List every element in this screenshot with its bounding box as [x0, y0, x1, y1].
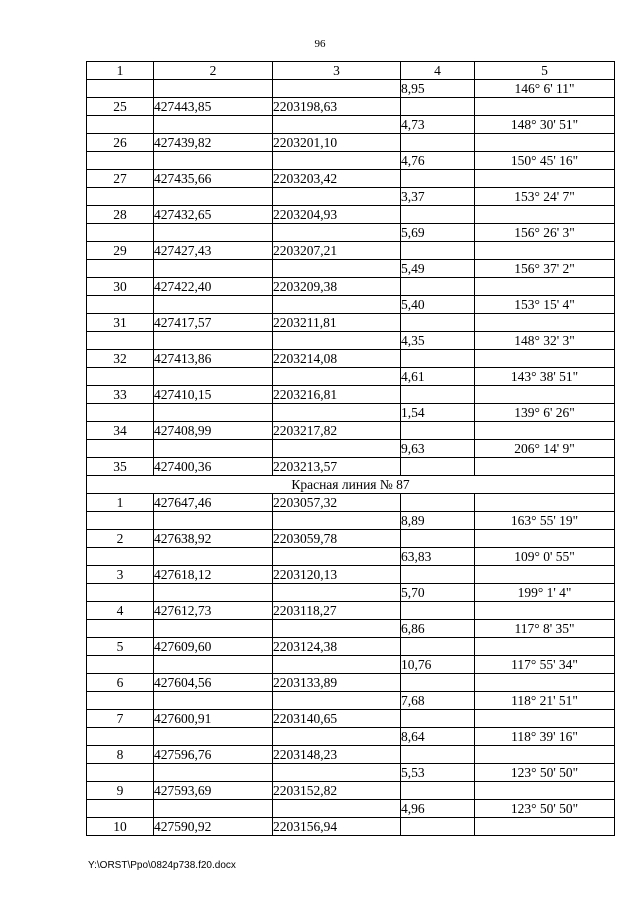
length-cell: 4,35: [401, 332, 475, 350]
table-row: [87, 602, 615, 620]
table-row: [87, 332, 615, 350]
x-coordinate-cell: [154, 764, 273, 782]
table-row: [87, 152, 615, 170]
y-coordinate-cell: [273, 224, 401, 242]
bearing-cell: [475, 350, 615, 368]
column-header: 2: [154, 62, 273, 80]
coordinates-table: [86, 61, 615, 836]
bearing-cell: [475, 206, 615, 224]
table-row: [87, 494, 615, 512]
length-cell: [401, 710, 475, 728]
point-number-cell: 2: [87, 530, 154, 548]
y-coordinate-cell: 2203198,63: [273, 98, 401, 116]
bearing-cell: 206° 14' 9": [475, 440, 615, 458]
point-number-cell: [87, 440, 154, 458]
bearing-cell: [475, 98, 615, 116]
table-row: [87, 620, 615, 638]
length-cell: [401, 350, 475, 368]
x-coordinate-cell: [154, 656, 273, 674]
bearing-cell: [475, 422, 615, 440]
y-coordinate-cell: [273, 512, 401, 530]
bearing-cell: [475, 134, 615, 152]
table-row: [87, 566, 615, 584]
length-cell: [401, 170, 475, 188]
point-number-cell: [87, 368, 154, 386]
y-coordinate-cell: 2203156,94: [273, 818, 401, 836]
column-header: 3: [273, 62, 401, 80]
point-number-cell: 5: [87, 638, 154, 656]
table-row: [87, 656, 615, 674]
point-number-cell: [87, 728, 154, 746]
point-number-cell: 6: [87, 674, 154, 692]
point-number-cell: 3: [87, 566, 154, 584]
length-cell: [401, 674, 475, 692]
y-coordinate-cell: 2203209,38: [273, 278, 401, 296]
x-coordinate-cell: [154, 368, 273, 386]
bearing-cell: 146° 6' 11": [475, 80, 615, 98]
table-row: [87, 818, 615, 836]
y-coordinate-cell: 2203124,38: [273, 638, 401, 656]
point-number-cell: 8: [87, 746, 154, 764]
x-coordinate-cell: 427413,86: [154, 350, 273, 368]
y-coordinate-cell: 2203057,32: [273, 494, 401, 512]
table-row: [87, 422, 615, 440]
table-row: [87, 224, 615, 242]
point-number-cell: 26: [87, 134, 154, 152]
y-coordinate-cell: 2203148,23: [273, 746, 401, 764]
bearing-cell: 150° 45' 16": [475, 152, 615, 170]
point-number-cell: [87, 224, 154, 242]
table-row: [87, 458, 615, 476]
point-number-cell: 10: [87, 818, 154, 836]
point-number-cell: 33: [87, 386, 154, 404]
bearing-cell: [475, 818, 615, 836]
y-coordinate-cell: [273, 656, 401, 674]
bearing-cell: [475, 458, 615, 476]
length-cell: [401, 638, 475, 656]
length-cell: 5,69: [401, 224, 475, 242]
x-coordinate-cell: 427647,46: [154, 494, 273, 512]
length-cell: [401, 134, 475, 152]
bearing-cell: [475, 782, 615, 800]
length-cell: 5,40: [401, 296, 475, 314]
table-row: [87, 512, 615, 530]
x-coordinate-cell: 427432,65: [154, 206, 273, 224]
y-coordinate-cell: 2203203,42: [273, 170, 401, 188]
length-cell: 8,64: [401, 728, 475, 746]
bearing-cell: [475, 530, 615, 548]
point-number-cell: [87, 296, 154, 314]
bearing-cell: [475, 170, 615, 188]
length-cell: 5,70: [401, 584, 475, 602]
column-header: 4: [401, 62, 475, 80]
x-coordinate-cell: 427400,36: [154, 458, 273, 476]
point-number-cell: [87, 656, 154, 674]
y-coordinate-cell: 2203133,89: [273, 674, 401, 692]
bearing-cell: 139° 6' 26": [475, 404, 615, 422]
x-coordinate-cell: [154, 440, 273, 458]
bearing-cell: 117° 55' 34": [475, 656, 615, 674]
point-number-cell: 28: [87, 206, 154, 224]
x-coordinate-cell: 427596,76: [154, 746, 273, 764]
length-cell: [401, 98, 475, 116]
y-coordinate-cell: [273, 404, 401, 422]
bearing-cell: [475, 602, 615, 620]
x-coordinate-cell: [154, 692, 273, 710]
table-row: [87, 314, 615, 332]
point-number-cell: [87, 332, 154, 350]
point-number-cell: 35: [87, 458, 154, 476]
point-number-cell: 34: [87, 422, 154, 440]
length-cell: 4,76: [401, 152, 475, 170]
x-coordinate-cell: 427422,40: [154, 278, 273, 296]
y-coordinate-cell: [273, 440, 401, 458]
length-cell: [401, 458, 475, 476]
y-coordinate-cell: [273, 152, 401, 170]
bearing-cell: [475, 746, 615, 764]
point-number-cell: [87, 764, 154, 782]
table-row: [87, 206, 615, 224]
table-header-row: [87, 62, 615, 80]
x-coordinate-cell: 427410,15: [154, 386, 273, 404]
x-coordinate-cell: [154, 332, 273, 350]
section-header-row: [87, 476, 615, 494]
file-path-footer: Y:\ORST\Ppo\0824p738.f20.docx: [88, 860, 236, 871]
table-row: [87, 386, 615, 404]
y-coordinate-cell: 2203214,08: [273, 350, 401, 368]
y-coordinate-cell: 2203207,21: [273, 242, 401, 260]
table-row: [87, 692, 615, 710]
table-row: [87, 134, 615, 152]
point-number-cell: 29: [87, 242, 154, 260]
y-coordinate-cell: 2203059,78: [273, 530, 401, 548]
y-coordinate-cell: [273, 296, 401, 314]
length-cell: [401, 386, 475, 404]
bearing-cell: [475, 710, 615, 728]
point-number-cell: 31: [87, 314, 154, 332]
point-number-cell: 9: [87, 782, 154, 800]
bearing-cell: 153° 15' 4": [475, 296, 615, 314]
y-coordinate-cell: 2203217,82: [273, 422, 401, 440]
length-cell: 10,76: [401, 656, 475, 674]
table-row: [87, 368, 615, 386]
y-coordinate-cell: [273, 764, 401, 782]
point-number-cell: [87, 80, 154, 98]
table-row: [87, 800, 615, 818]
y-coordinate-cell: [273, 188, 401, 206]
point-number-cell: [87, 548, 154, 566]
length-cell: 63,83: [401, 548, 475, 566]
x-coordinate-cell: 427612,73: [154, 602, 273, 620]
y-coordinate-cell: [273, 728, 401, 746]
x-coordinate-cell: [154, 80, 273, 98]
point-number-cell: [87, 692, 154, 710]
page-number: 96: [314, 38, 326, 50]
length-cell: [401, 242, 475, 260]
length-cell: 4,61: [401, 368, 475, 386]
bearing-cell: [475, 278, 615, 296]
table-row: [87, 350, 615, 368]
bearing-cell: 123° 50' 50": [475, 800, 615, 818]
bearing-cell: [475, 638, 615, 656]
y-coordinate-cell: [273, 368, 401, 386]
y-coordinate-cell: 2203211,81: [273, 314, 401, 332]
length-cell: 4,73: [401, 116, 475, 134]
x-coordinate-cell: 427439,82: [154, 134, 273, 152]
y-coordinate-cell: 2203213,57: [273, 458, 401, 476]
point-number-cell: [87, 800, 154, 818]
y-coordinate-cell: [273, 800, 401, 818]
y-coordinate-cell: [273, 260, 401, 278]
x-coordinate-cell: [154, 404, 273, 422]
table-row: [87, 80, 615, 98]
table-row: [87, 728, 615, 746]
bearing-cell: 123° 50' 50": [475, 764, 615, 782]
y-coordinate-cell: 2203201,10: [273, 134, 401, 152]
column-header: 5: [475, 62, 615, 80]
bearing-cell: 153° 24' 7": [475, 188, 615, 206]
table-row: [87, 746, 615, 764]
bearing-cell: 148° 32' 3": [475, 332, 615, 350]
x-coordinate-cell: [154, 224, 273, 242]
column-header: 1: [87, 62, 154, 80]
point-number-cell: [87, 116, 154, 134]
x-coordinate-cell: 427443,85: [154, 98, 273, 116]
bearing-cell: 109° 0' 55": [475, 548, 615, 566]
table-row: [87, 440, 615, 458]
x-coordinate-cell: 427604,56: [154, 674, 273, 692]
length-cell: [401, 818, 475, 836]
y-coordinate-cell: [273, 584, 401, 602]
x-coordinate-cell: [154, 800, 273, 818]
x-coordinate-cell: [154, 548, 273, 566]
y-coordinate-cell: [273, 692, 401, 710]
table-row: [87, 764, 615, 782]
length-cell: [401, 278, 475, 296]
table-row: [87, 638, 615, 656]
y-coordinate-cell: 2203152,82: [273, 782, 401, 800]
length-cell: [401, 494, 475, 512]
table-row: [87, 260, 615, 278]
point-number-cell: 7: [87, 710, 154, 728]
point-number-cell: [87, 584, 154, 602]
table-row: [87, 242, 615, 260]
length-cell: 8,95: [401, 80, 475, 98]
table-row: [87, 530, 615, 548]
y-coordinate-cell: [273, 80, 401, 98]
table-row: [87, 674, 615, 692]
table-row: [87, 116, 615, 134]
table-row: [87, 188, 615, 206]
y-coordinate-cell: 2203216,81: [273, 386, 401, 404]
bearing-cell: 148° 30' 51": [475, 116, 615, 134]
bearing-cell: [475, 674, 615, 692]
point-number-cell: [87, 620, 154, 638]
y-coordinate-cell: 2203120,13: [273, 566, 401, 584]
table-row: [87, 296, 615, 314]
point-number-cell: 32: [87, 350, 154, 368]
table-row: [87, 548, 615, 566]
length-cell: 4,96: [401, 800, 475, 818]
bearing-cell: 156° 26' 3": [475, 224, 615, 242]
x-coordinate-cell: 427427,43: [154, 242, 273, 260]
length-cell: [401, 566, 475, 584]
table-row: [87, 584, 615, 602]
point-number-cell: [87, 152, 154, 170]
length-cell: 3,37: [401, 188, 475, 206]
length-cell: 6,86: [401, 620, 475, 638]
x-coordinate-cell: [154, 620, 273, 638]
x-coordinate-cell: [154, 188, 273, 206]
bearing-cell: [475, 314, 615, 332]
x-coordinate-cell: [154, 260, 273, 278]
y-coordinate-cell: 2203118,27: [273, 602, 401, 620]
x-coordinate-cell: 427593,69: [154, 782, 273, 800]
point-number-cell: [87, 512, 154, 530]
x-coordinate-cell: [154, 584, 273, 602]
x-coordinate-cell: 427435,66: [154, 170, 273, 188]
length-cell: 5,49: [401, 260, 475, 278]
table-row: [87, 98, 615, 116]
table-row: [87, 278, 615, 296]
length-cell: 9,63: [401, 440, 475, 458]
point-number-cell: 27: [87, 170, 154, 188]
bearing-cell: [475, 242, 615, 260]
y-coordinate-cell: [273, 620, 401, 638]
x-coordinate-cell: 427408,99: [154, 422, 273, 440]
x-coordinate-cell: [154, 296, 273, 314]
length-cell: [401, 602, 475, 620]
x-coordinate-cell: 427609,60: [154, 638, 273, 656]
table-row: [87, 170, 615, 188]
length-cell: [401, 206, 475, 224]
x-coordinate-cell: 427417,57: [154, 314, 273, 332]
length-cell: 7,68: [401, 692, 475, 710]
bearing-cell: 118° 21' 51": [475, 692, 615, 710]
bearing-cell: 117° 8' 35": [475, 620, 615, 638]
x-coordinate-cell: [154, 152, 273, 170]
length-cell: 1,54: [401, 404, 475, 422]
table-row: [87, 710, 615, 728]
point-number-cell: [87, 404, 154, 422]
length-cell: [401, 530, 475, 548]
y-coordinate-cell: [273, 548, 401, 566]
point-number-cell: [87, 188, 154, 206]
x-coordinate-cell: [154, 728, 273, 746]
table-row: [87, 782, 615, 800]
point-number-cell: [87, 260, 154, 278]
bearing-cell: 163° 55' 19": [475, 512, 615, 530]
bearing-cell: 199° 1' 4": [475, 584, 615, 602]
length-cell: 8,89: [401, 512, 475, 530]
x-coordinate-cell: [154, 512, 273, 530]
x-coordinate-cell: [154, 116, 273, 134]
x-coordinate-cell: 427590,92: [154, 818, 273, 836]
y-coordinate-cell: [273, 332, 401, 350]
bearing-cell: 143° 38' 51": [475, 368, 615, 386]
y-coordinate-cell: 2203204,93: [273, 206, 401, 224]
y-coordinate-cell: [273, 116, 401, 134]
point-number-cell: 30: [87, 278, 154, 296]
table-body: [87, 80, 615, 836]
bearing-cell: 118° 39' 16": [475, 728, 615, 746]
point-number-cell: 4: [87, 602, 154, 620]
x-coordinate-cell: 427618,12: [154, 566, 273, 584]
length-cell: [401, 314, 475, 332]
length-cell: [401, 422, 475, 440]
bearing-cell: [475, 386, 615, 404]
length-cell: [401, 746, 475, 764]
length-cell: 5,53: [401, 764, 475, 782]
point-number-cell: 25: [87, 98, 154, 116]
y-coordinate-cell: 2203140,65: [273, 710, 401, 728]
bearing-cell: [475, 566, 615, 584]
length-cell: [401, 782, 475, 800]
bearing-cell: 156° 37' 2": [475, 260, 615, 278]
point-number-cell: 1: [87, 494, 154, 512]
bearing-cell: [475, 494, 615, 512]
x-coordinate-cell: 427638,92: [154, 530, 273, 548]
section-title: Красная линия № 87: [87, 476, 615, 494]
x-coordinate-cell: 427600,91: [154, 710, 273, 728]
table-row: [87, 404, 615, 422]
